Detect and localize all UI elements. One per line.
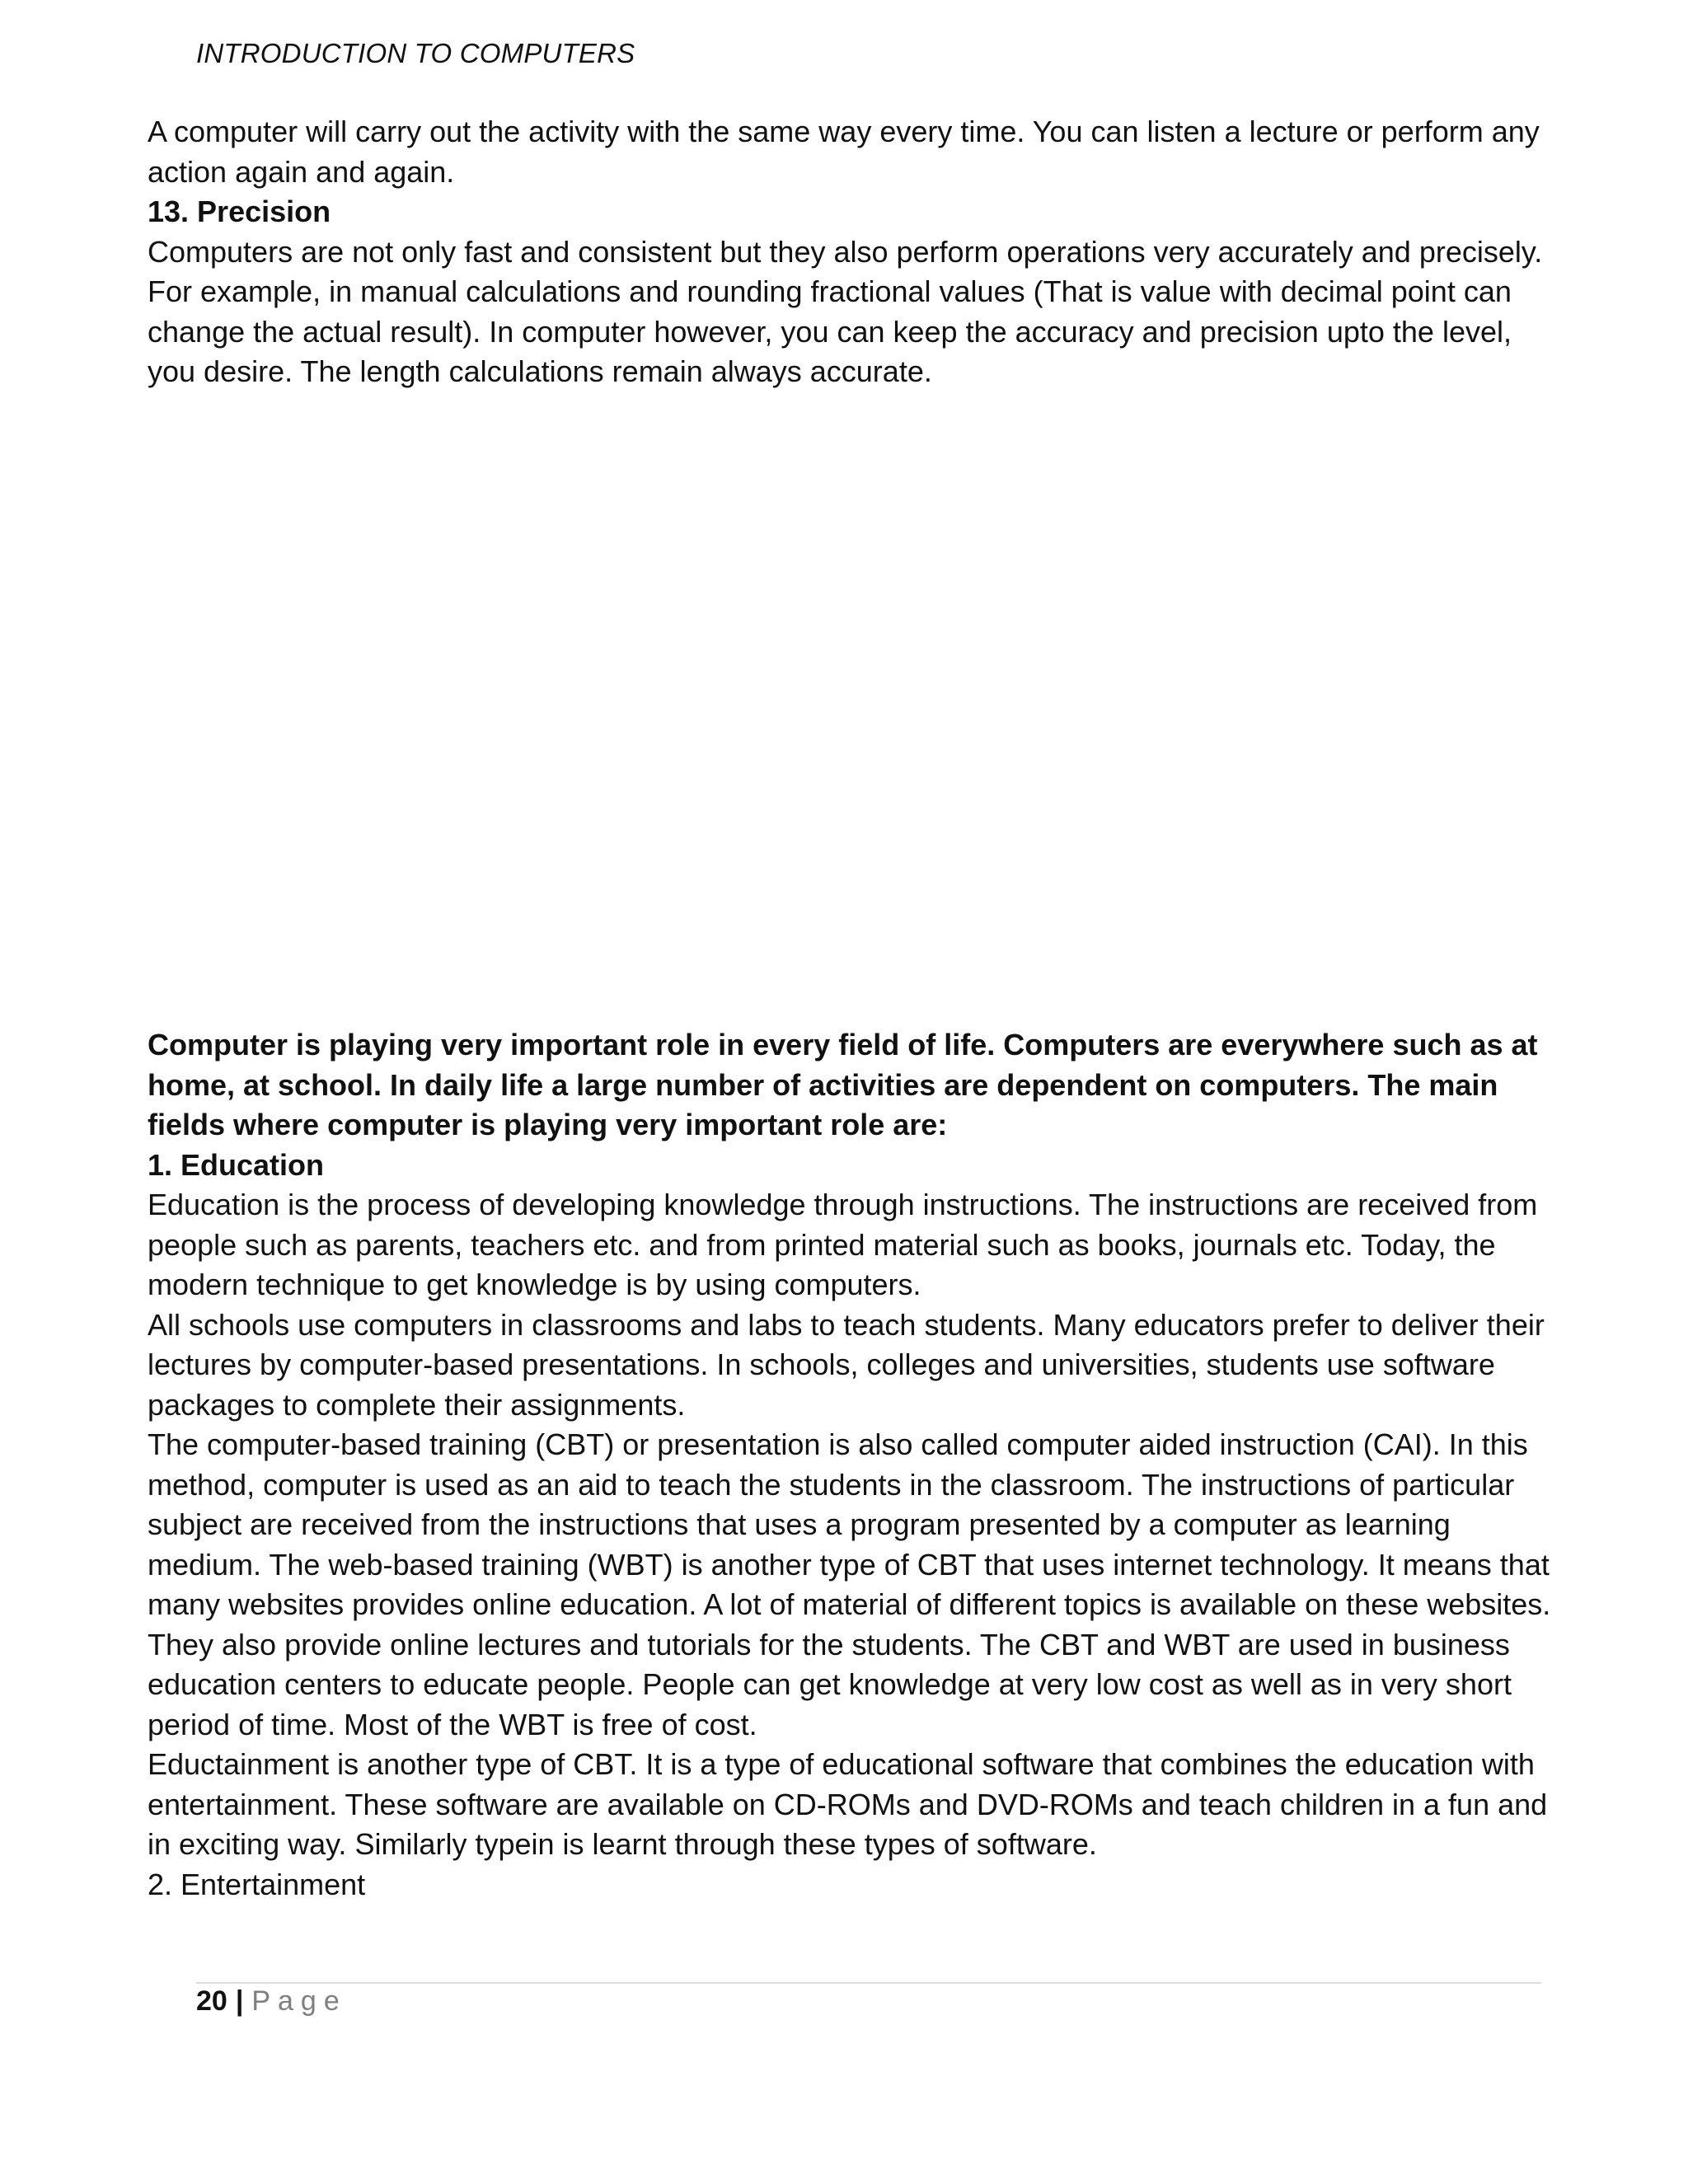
fields-intro-paragraph: Computer is playing very important role in every field of life. Computers are everywhere such as at home, at school. In daily life a large number of activities are dependent on computers. The main fields where computer is playing very important role are: — [148, 1028, 1538, 1141]
footer-divider — [196, 1982, 1541, 1984]
intro-paragraph: A computer will carry out the activity with the same way every time. You can listen a lecture or perform any action again and again. — [148, 115, 1540, 189]
top-text-section — [148, 112, 1565, 392]
bottom-text-section — [148, 1025, 1565, 1905]
page-label: Page — [251, 1985, 347, 2017]
entertainment-heading: 2. Entertainment — [148, 1867, 366, 1901]
page-number: 20 — [196, 1985, 227, 2017]
education-paragraph: Eductainment is another type of CBT. It is a type of educational software that combines the education with entertainment. These software are available on CD-ROMs and DVD-ROMs and teach children in a fun and in exciting way. Similarly typein is learnt through these types of software. — [148, 1747, 1548, 1861]
education-paragraph: Education is the process of developing knowledge through instructions. The instructions are received from people such as parents, teachers etc. and from printed material such as books, journals etc. Today, the modern technique to get knowledge is by using computers. — [148, 1188, 1538, 1301]
page-footer — [196, 1981, 347, 2021]
precision-paragraph: Computers are not only fast and consistent but they also perform operations very accurately and precisely. For example, in manual calculations and rounding fractional values (That is value with decimal point can change the actual result). In computer however, you can keep the accuracy and precision upto the level, you desire. The length calculations remain always accurate. — [148, 234, 1543, 388]
footer-separator: | — [235, 1985, 244, 2017]
running-header: INTRODUCTION TO COMPUTERS — [196, 38, 635, 68]
education-paragraph: All schools use computers in classrooms and labs to teach students. Many educators prefer to deliver their lectures by computer-based presentations. In schools, colleges and universities, students use software packages to complete their assignments. — [148, 1307, 1545, 1422]
education-paragraph: The computer-based training (CBT) or presentation is also called computer aided instruction (CAI). In this method, computer is used as an aid to teach the students in the classroom. The instructions of particular subject are received from the instructions that uses a program presented by a computer as learning medium. The web-based training (WBT) is another type of CBT that uses internet technology. It means that many websites provides online education. A lot of material of different topics is available on these websites. They also provide online lectures and tutorials for the students. The CBT and WBT are used in business education centers to educate people. People can get knowledge at very low cost as well as in very short period of time. Most of the WBT is free of cost. — [148, 1427, 1551, 1741]
precision-heading: 13. Precision — [148, 194, 331, 228]
education-heading: 1. Education — [148, 1147, 325, 1182]
